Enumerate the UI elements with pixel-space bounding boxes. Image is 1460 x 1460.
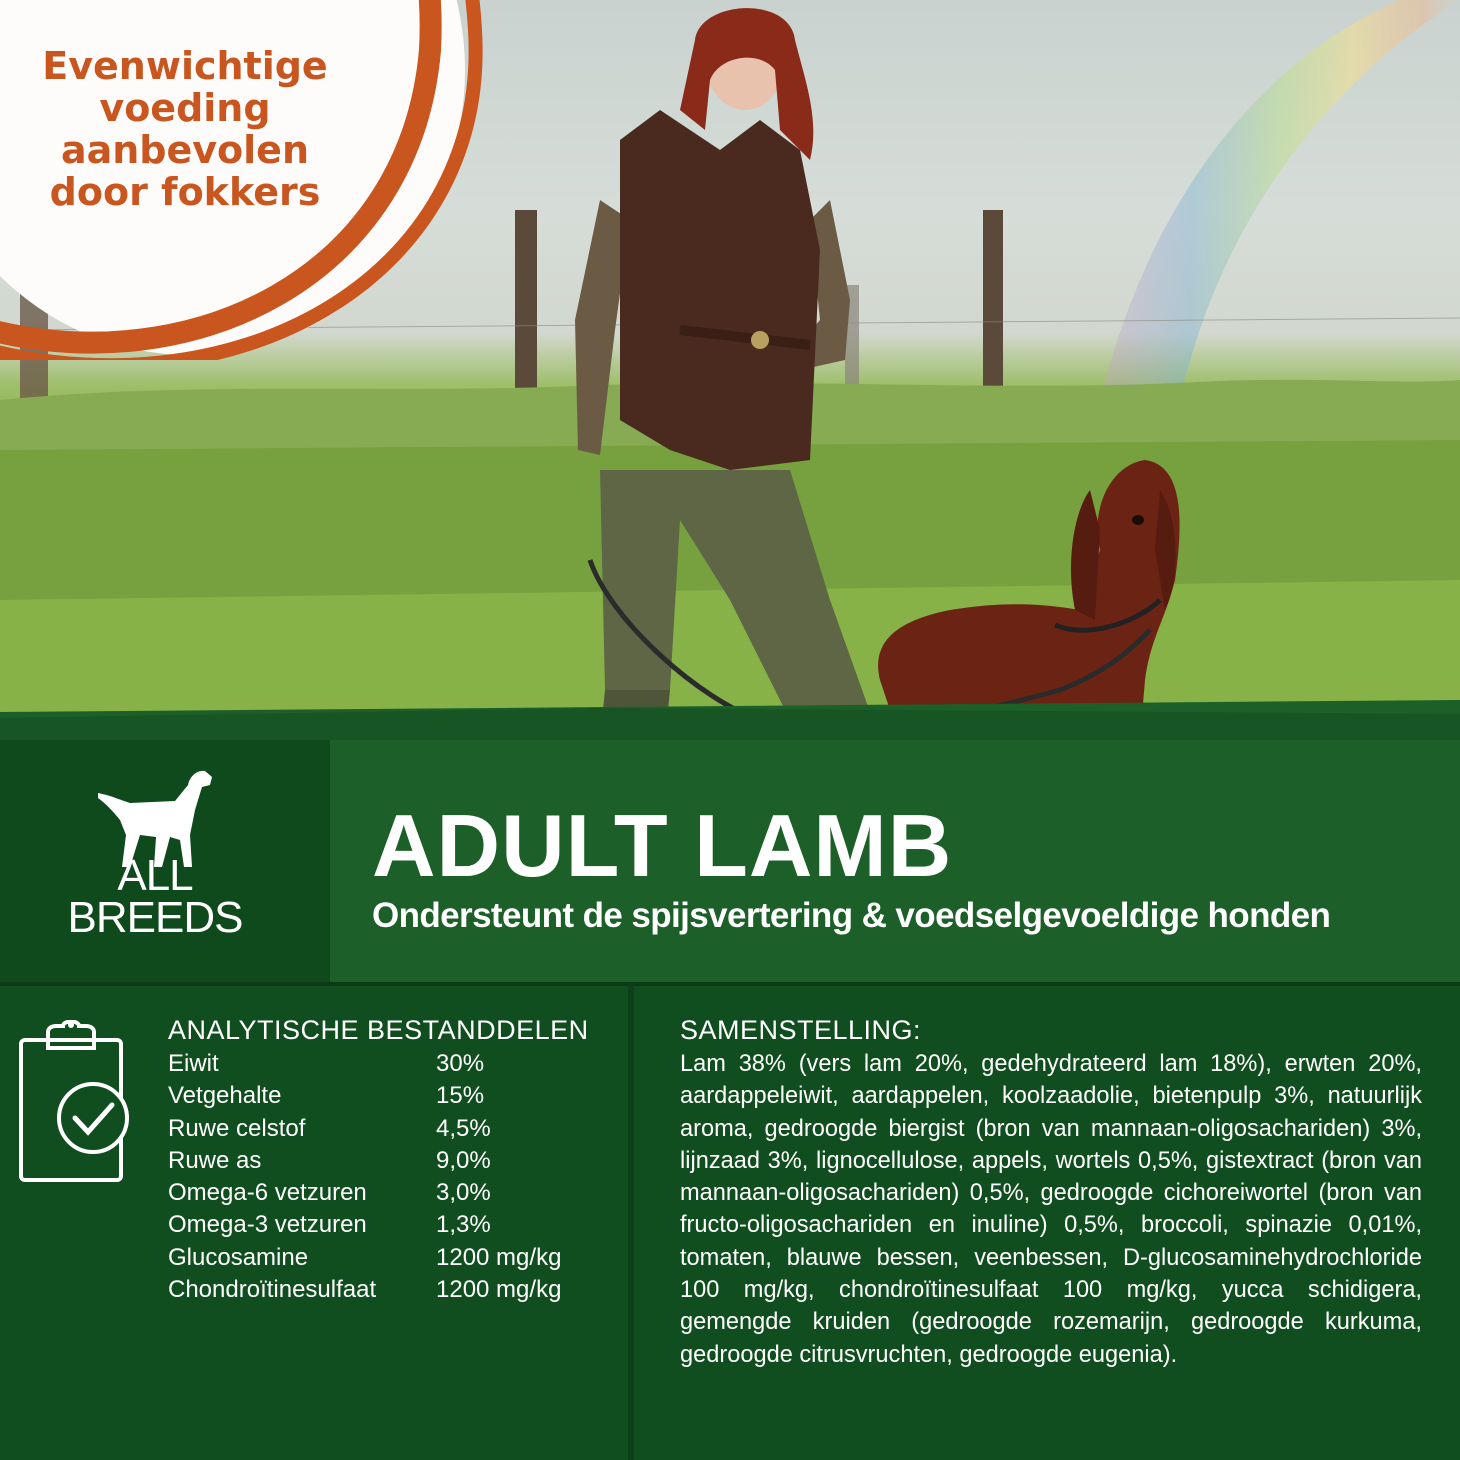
analytics-title: ANALYTISCHE BESTANDDELEN (168, 1015, 589, 1045)
logo-line-breeds: BREEDS (67, 893, 243, 942)
row-value: 3,0% (436, 1179, 491, 1207)
row-label: Glucosamine (168, 1243, 309, 1271)
row-label: Omega-6 vetzuren (168, 1179, 367, 1207)
composition-title: SAMENSTELLING: (680, 1015, 922, 1045)
row-label: Eiwit (168, 1050, 219, 1077)
all-breeds-text (30, 851, 280, 942)
row-value: 4,5% (436, 1114, 491, 1142)
product-title: ADULT LAMB (372, 796, 953, 895)
row-value: 1,3% (436, 1211, 491, 1239)
row-label: Ruwe as (168, 1146, 262, 1174)
logo-line-all: ALL (117, 851, 193, 900)
row-value: 9,0% (436, 1146, 491, 1174)
row-label: Vetgehalte (168, 1082, 282, 1110)
product-subtitle: Ondersteunt de spijsvertering & voedselgevoeldige honden (372, 896, 1331, 935)
row-label: Omega-3 vetzuren (168, 1211, 367, 1239)
badge-line: Evenwichtige (42, 44, 328, 88)
badge-line: door fokkers (49, 170, 321, 214)
row-value: 1200 mg/kg (436, 1276, 562, 1304)
row-value: 30% (436, 1050, 485, 1077)
divider (628, 985, 634, 1460)
row-value: 1200 mg/kg (436, 1243, 562, 1271)
badge-text (20, 45, 350, 213)
divider (0, 982, 1460, 986)
row-label: Chondroïtinesulfaat (168, 1276, 377, 1304)
badge-line: voeding (99, 86, 271, 130)
row-value: 15% (436, 1082, 485, 1110)
clipboard-check-icon (18, 1020, 130, 1185)
badge-line: aanbevolen (60, 128, 310, 172)
composition-text: Lam 38% (vers lam 20%, gedehydrateerd lam 18%), erwten 20%, aardappeleiwit, aardappelen, koolzaadolie, bietenpulp 3%, natuurlijk aroma, gedroogde biergist (bron van mannaan-oligosachariden) 3%, lijnzaad 3%, lignocellulose, appels, wortels 0,5%, gistextract (bron van mannaan-oligosachariden) 0,5%, gedroogde cichoreiwortel (bron van fructo-oligosachariden en inuline) 0,5%, broccoli, spinazie 0,01%, tomaten, blauwe bessen, veenbessen, D-glucosaminehydrochloride 100 mg/kg, chondroïtinesulfaat 100 mg/kg, yucca schidigera, gemengde kruiden (gedroogde rozemarijn, gedroogde kurkuma, gedroogde citrusvruchten, gedroogde eugenia). (680, 1051, 1422, 1368)
row-label: Ruwe celstof (168, 1114, 306, 1142)
